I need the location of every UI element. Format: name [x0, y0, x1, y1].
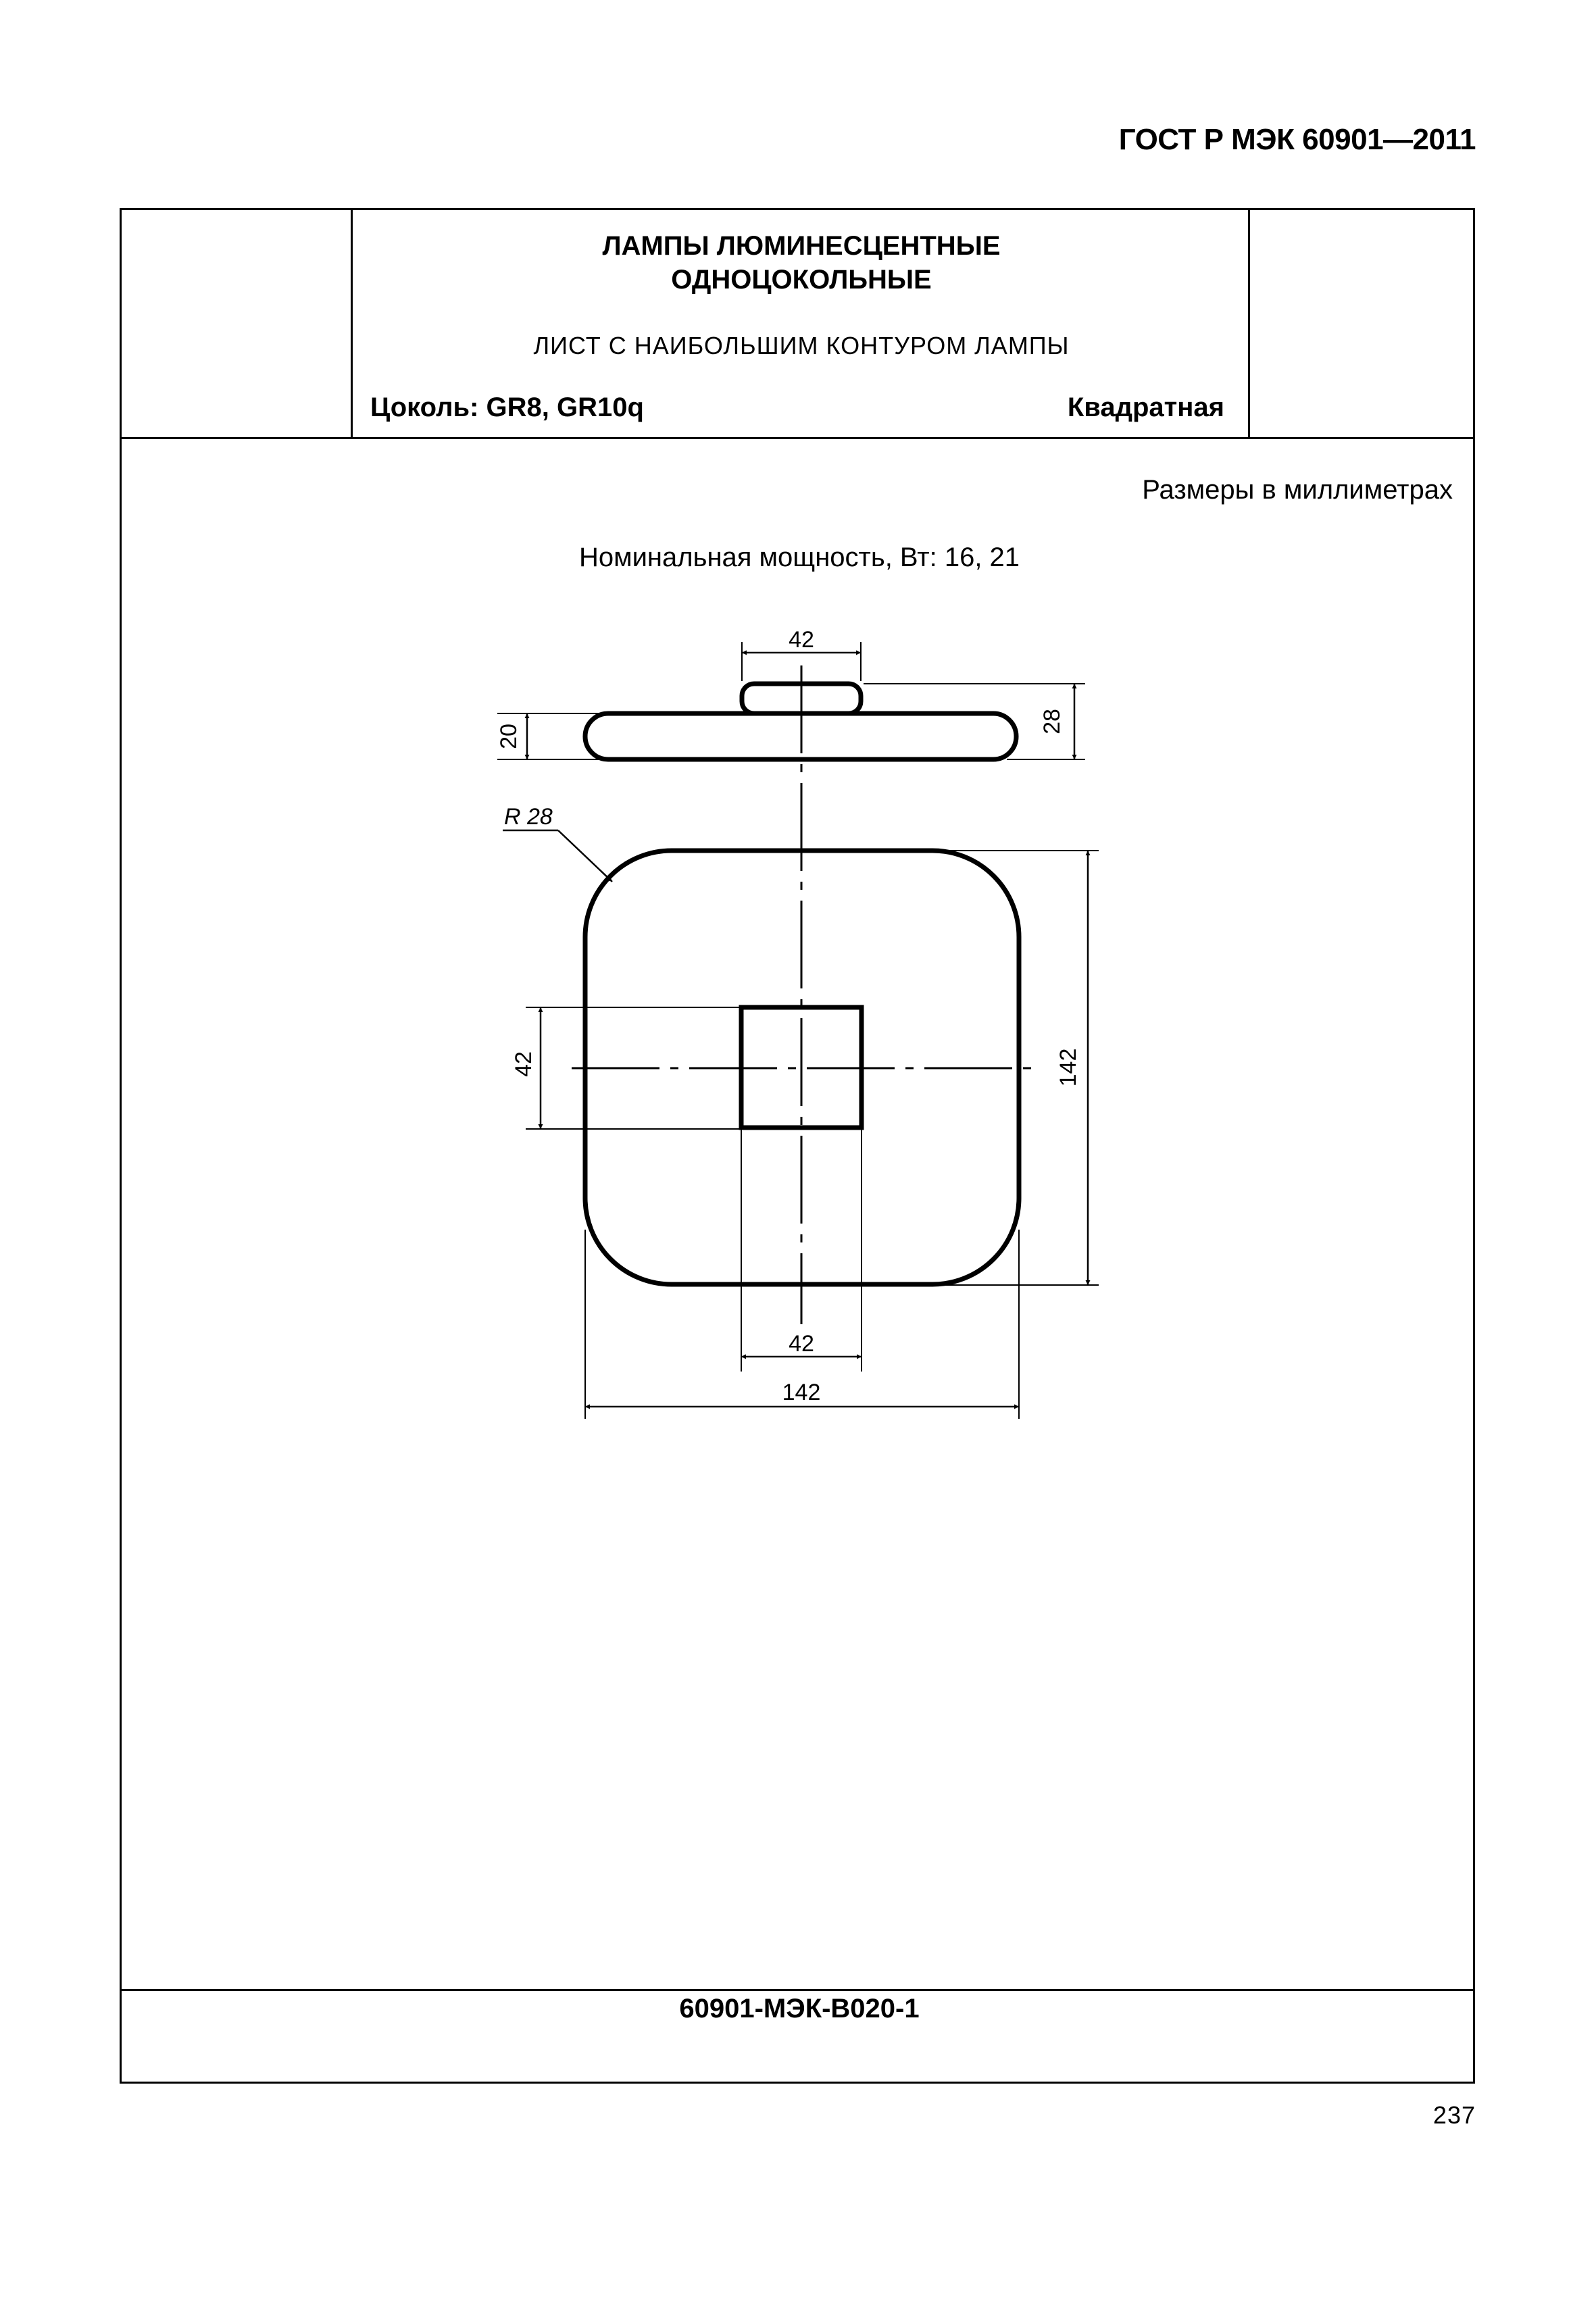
shape-label: Квадратная	[1067, 393, 1224, 422]
dim-front-base-width: 42	[789, 1331, 814, 1357]
dim-side-total-height: 28	[1039, 709, 1065, 734]
dim-front-total-width: 142	[782, 1380, 821, 1405]
units-note: Размеры в миллиметрах	[1142, 475, 1453, 505]
sheet-code: 60901-МЭК-В020-1	[679, 1994, 920, 2023]
standard-id: ГОСТ Р МЭК 60901—2011	[1118, 123, 1476, 156]
front-view	[503, 804, 1099, 1419]
dim-side-tube-height: 20	[496, 724, 522, 749]
dim-front-total-height: 142	[1055, 1048, 1081, 1087]
dim-front-base-height: 42	[511, 1051, 537, 1077]
page-number: 237	[1432, 2101, 1476, 2129]
title-line-1: ЛАМПЫ ЛЮМИНЕСЦЕНТНЫЕ	[602, 231, 1001, 261]
dim-side-base-width: 42	[789, 627, 814, 653]
title-line-2: ОДНОЦОКОЛЬНЫЕ	[671, 265, 932, 295]
dim-corner-radius: R 28	[504, 804, 553, 830]
sheet-subtitle: ЛИСТ С НАИБОЛЬШИМ КОНТУРОМ ЛАМПЫ	[533, 332, 1070, 359]
rated-power-note: Номинальная мощность, Вт: 16, 21	[578, 543, 1020, 572]
radius-leader	[558, 830, 612, 882]
base-type-label: Цоколь: GR8, GR10q	[370, 393, 644, 422]
